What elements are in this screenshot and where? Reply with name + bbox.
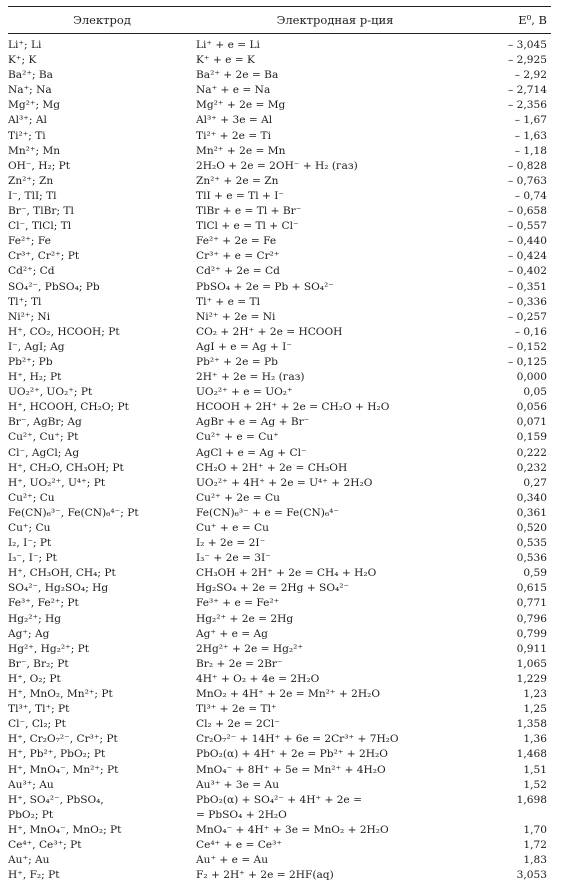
table-row [8, 98, 551, 113]
potential-cell: 0,071 [516, 416, 547, 429]
table-row [8, 838, 551, 853]
electrode-cell: H⁺, MnO₂, Mn²⁺; Pt [8, 688, 113, 701]
potential-cell: – 0,828 [508, 159, 547, 172]
table-row [8, 581, 551, 596]
table-row [8, 204, 551, 219]
potential-cell: – 0,351 [508, 280, 547, 293]
reaction-cell: Zn²⁺ + 2e = Zn [196, 174, 279, 187]
reaction-cell: Tl⁺ + e = Tl [196, 295, 260, 308]
potential-cell: 0,520 [516, 522, 547, 534]
table-row [8, 400, 551, 415]
table-row [8, 687, 551, 702]
potential-cell: – 0,763 [508, 174, 547, 187]
reaction-cell: MnO₄⁻ + 8H⁺ + 5e = Mn²⁺ + 4H₂O [196, 763, 386, 776]
table-row [8, 249, 551, 264]
potential-cell: 1,23 [523, 688, 547, 701]
reaction-cell: UO₂²⁺ + 4H⁺ + 2e = U⁴⁺ + 2H₂O [196, 476, 373, 489]
table-row [8, 476, 551, 491]
table-row [8, 234, 551, 249]
table-row [8, 340, 551, 355]
potential-cell: – 1,18 [514, 144, 547, 157]
electrode-cell: H⁺, SO₄²⁻, PbSO₄, PbO₂; Pt [8, 793, 104, 821]
reaction-cell: Cr³⁺ + e = Cr²⁺ [196, 250, 280, 263]
electrode-cell: Pb²⁺; Pb [8, 355, 53, 368]
reaction-cell: Fe²⁺ + 2e = Fe [196, 235, 277, 248]
electrode-cell: Ni²⁺; Ni [8, 310, 51, 323]
electrode-cell: Zn²⁺; Zn [8, 174, 54, 187]
reaction-cell: PbO₂(α) + 4H⁺ + 2e = Pb²⁺ + 2H₂O [196, 748, 388, 761]
reaction-cell: F₂ + 2H⁺ + 2e = 2HF(aq) [196, 869, 334, 882]
table-row [8, 657, 551, 672]
potential-cell: 0,615 [516, 582, 547, 595]
electrode-cell: H⁺, CO₂, HCOOH; Pt [8, 325, 120, 338]
reaction-cell: I₃⁻ + 2e = 3I⁻ [196, 552, 271, 565]
reaction-cell: UO₂²⁺ + e = UO₂⁺ [196, 386, 293, 399]
reaction-cell: Cu⁺ + e = Cu [196, 522, 269, 534]
potential-cell: 0,05 [523, 386, 547, 399]
potential-cell: – 2,714 [508, 84, 547, 97]
header-reaction: Электродная р-ция [276, 13, 394, 27]
potential-cell: – 1,67 [514, 114, 547, 127]
electrode-cell: Cl⁻, AgCl; Ag [8, 446, 80, 459]
potential-cell: 0,159 [516, 431, 547, 444]
electrode-cell: Ti²⁺; Ti [8, 129, 46, 142]
table-row [8, 189, 551, 204]
reaction-cell: Na⁺ + e = Na [196, 84, 271, 97]
table-row [8, 280, 551, 295]
potential-cell: – 0,658 [508, 205, 547, 218]
potential-cell: – 0,152 [508, 340, 547, 353]
table-row [8, 430, 551, 445]
potential-cell: – 3,045 [508, 39, 547, 51]
electrode-cell: Br⁻, AgBr; Ag [8, 416, 82, 429]
electrode-cell: K⁺; K [8, 54, 37, 67]
reaction-cell: TlBr + e = Tl + Br⁻ [196, 205, 302, 218]
potential-cell: 0,056 [516, 401, 547, 414]
potential-cell: 0,799 [516, 627, 547, 640]
electrode-cell: Fe³⁺, Fe²⁺; Pt [8, 597, 79, 610]
potential-cell: – 0,74 [514, 189, 547, 202]
electrode-cell: Cu⁺; Cu [8, 522, 51, 534]
reaction-cell: Cu²⁺ + e = Cu⁺ [196, 431, 279, 444]
table-row [8, 823, 551, 838]
electrode-cell: I⁻, TlI; Tl [8, 189, 57, 202]
reaction-cell: Ni²⁺ + 2e = Ni [196, 310, 276, 323]
electrode-cell: H⁺, CH₃OH, CH₄; Pt [8, 567, 116, 580]
reaction-cell: 2H⁺ + 2e = H₂ (газ) [196, 371, 305, 384]
table-row [8, 853, 551, 868]
table-row [8, 325, 551, 340]
table-row [8, 264, 551, 279]
table-row [8, 551, 551, 566]
electrode-cell: Cd²⁺; Cd [8, 265, 55, 278]
potential-cell: 1,36 [523, 733, 547, 746]
table-row [8, 506, 551, 521]
reaction-cell: Br₂ + 2e = 2Br⁻ [196, 657, 283, 670]
table-row [8, 763, 551, 778]
reaction-cell: 4H⁺ + O₂ + 4e = 2H₂O [196, 672, 320, 685]
electrode-cell: Al³⁺; Al [8, 114, 47, 127]
potential-cell: – 0,424 [508, 250, 547, 263]
reaction-cell: Cd²⁺ + 2e = Cd [196, 265, 280, 278]
electrode-cell: Br⁻, Br₂; Pt [8, 657, 69, 670]
potential-cell: 1,70 [523, 823, 547, 836]
table-row [8, 566, 551, 581]
table-row [8, 672, 551, 687]
table-row [8, 113, 551, 128]
electrode-cell: H⁺, MnO₄⁻, MnO₂; Pt [8, 823, 122, 836]
reaction-cell: CO₂ + 2H⁺ + 2e = HCOOH [196, 325, 343, 338]
reaction-cell: Fe(CN)₆³⁻ + e = Fe(CN)₆⁴⁻ [196, 506, 340, 519]
electrode-cell: Li⁺; Li [8, 39, 42, 51]
table-row [8, 129, 551, 144]
reaction-cell: PbSO₄ + 2e = Pb + SO₄²⁻ [196, 280, 334, 293]
potential-cell: – 0,257 [508, 310, 547, 323]
potential-cell: 1,698 [516, 793, 547, 806]
potential-cell: 1,52 [523, 778, 547, 791]
potential-cell: – 0,336 [508, 295, 547, 308]
potential-cell: – 2,92 [514, 69, 547, 82]
table-row [8, 219, 551, 234]
potential-cell: – 0,402 [508, 265, 547, 278]
electrode-cell: I₃⁻, I⁻; Pt [8, 552, 57, 565]
table-row [8, 536, 551, 551]
electrode-cell: Cl⁻, TlCl; Tl [8, 220, 72, 233]
electrode-cell: Mn²⁺; Mn [8, 144, 61, 157]
reaction-cell: Ce⁴⁺ + e = Ce³⁺ [196, 838, 282, 851]
table-row [8, 521, 551, 536]
reaction-cell: Tl³⁺ + 2e = Tl⁺ [196, 703, 277, 716]
reaction-cell: TlI + e = Tl + I⁻ [196, 189, 284, 202]
reaction-cell: K⁺ + e = K [196, 54, 255, 67]
electrode-cell: Tl⁺; Tl [8, 295, 42, 308]
table-row [8, 642, 551, 657]
potential-cell: – 2,356 [508, 99, 547, 112]
reaction-cell: AgI + e = Ag + I⁻ [196, 340, 292, 353]
table-row [8, 732, 551, 747]
potential-cell: – 2,925 [508, 54, 547, 67]
potential-cell: 3,053 [516, 869, 547, 882]
header-potential: E⁰, В [518, 13, 547, 27]
table-row [8, 310, 551, 325]
potential-cell: 1,358 [516, 718, 547, 731]
potential-cell: 1,83 [523, 854, 547, 867]
electrode-cell: Cu²⁺, Cu⁺; Pt [8, 431, 79, 444]
electrode-cell: Hg²⁺, Hg₂²⁺; Pt [8, 642, 90, 655]
reaction-cell: Ba²⁺ + 2e = Ba [196, 69, 279, 82]
potential-cell: 0,340 [516, 491, 547, 504]
reaction-cell: MnO₂ + 4H⁺ + 2e = Mn²⁺ + 2H₂O [196, 688, 381, 701]
reaction-cell: Ag⁺ + e = Ag [196, 627, 268, 640]
electrode-cell: Cl⁻, Cl₂; Pt [8, 718, 66, 731]
table-row [8, 370, 551, 385]
table-row [8, 461, 551, 476]
table-row [8, 612, 551, 627]
reaction-cell: Au³⁺ + 3e = Au [196, 778, 280, 791]
table-row [8, 355, 551, 370]
reaction-cell: 2H₂O + 2e = 2OH⁻ + H₂ (газ) [196, 159, 358, 172]
electrode-cell: Ce⁴⁺, Ce³⁺; Pt [8, 838, 82, 851]
table-row [8, 415, 551, 430]
table-row [8, 38, 551, 53]
table-row [8, 159, 551, 174]
potential-cell: 1,468 [516, 748, 547, 761]
electrode-cell: SO₄²⁻, PbSO₄; Pb [8, 280, 100, 293]
reaction-cell: TlCl + e = Tl + Cl⁻ [196, 220, 299, 233]
table-row [8, 446, 551, 461]
table-row [8, 174, 551, 189]
table-row [8, 627, 551, 642]
table-row [8, 747, 551, 762]
reaction-cell: Au⁺ + e = Au [196, 854, 269, 867]
table-row [8, 144, 551, 159]
electrode-cell: Hg₂²⁺; Hg [8, 612, 62, 625]
table-row [8, 778, 551, 793]
potential-cell: 1,065 [516, 657, 547, 670]
electrode-cell: H⁺, Pb²⁺, PbO₂; Pt [8, 748, 106, 761]
potential-cell: – 1,63 [514, 129, 547, 142]
electrode-cell: Au⁺; Au [8, 854, 50, 867]
reaction-cell: CH₃OH + 2H⁺ + 2e = CH₄ + H₂O [196, 567, 377, 580]
reaction-cell: Mg²⁺ + 2e = Mg [196, 99, 286, 112]
potential-cell: 1,25 [523, 703, 547, 716]
electrode-cell: H⁺, UO₂²⁺, U⁴⁺; Pt [8, 476, 106, 489]
electrode-cell: Mg²⁺; Mg [8, 99, 61, 112]
table-row [8, 385, 551, 400]
table-header [8, 7, 551, 33]
electrode-cell: Br⁻, TlBr; Tl [8, 205, 74, 218]
table-row [8, 793, 551, 823]
potential-cell: 0,771 [516, 597, 547, 610]
reaction-cell: Ti²⁺ + 2e = Ti [196, 129, 271, 142]
reaction-cell: Li⁺ + e = Li [196, 39, 260, 51]
electrode-cell: H⁺, F₂; Pt [8, 869, 60, 882]
electrode-cell: Cr³⁺, Cr²⁺; Pt [8, 250, 80, 263]
electrode-cell: Cu²⁺; Cu [8, 491, 55, 504]
potential-cell: 0,535 [516, 537, 547, 550]
electrode-cell: Na⁺; Na [8, 84, 52, 97]
electrode-cell: H⁺, Cr₂O₇²⁻, Cr³⁺; Pt [8, 733, 118, 746]
potential-cell: 0,536 [516, 552, 547, 565]
potential-cell: 0,232 [516, 461, 547, 474]
reaction-cell: Cr₂O₇²⁻ + 14H⁺ + 6e = 2Cr³⁺ + 7H₂O [196, 733, 399, 746]
electrode-cell: H⁺, H₂; Pt [8, 371, 62, 384]
reaction-cell: Al³⁺ + 3e = Al [196, 114, 273, 127]
potential-cell: 0,796 [516, 612, 547, 625]
table-row [8, 717, 551, 732]
reaction-cell: CH₂O + 2H⁺ + 2e = CH₃OH [196, 461, 348, 474]
reaction-cell: AgBr + e = Ag + Br⁻ [196, 416, 310, 429]
reaction-cell: MnO₄⁻ + 4H⁺ + 3e = MnO₂ + 2H₂O [196, 823, 389, 836]
potential-cell: 0,361 [516, 506, 547, 519]
potential-cell: 1,51 [523, 763, 547, 776]
reaction-cell: HCOOH + 2H⁺ + 2e = CH₂O + H₂O [196, 401, 390, 414]
table-row [8, 491, 551, 506]
reaction-cell: PbO₂(α) + SO₄²⁻ + 4H⁺ + 2e = = PbSO₄ + 2H₂O [196, 793, 362, 821]
reaction-cell: Hg₂SO₄ + 2e = 2Hg + SO₄²⁻ [196, 582, 350, 595]
potential-cell: 1,229 [516, 672, 547, 685]
reaction-cell: Mn²⁺ + 2e = Mn [196, 144, 286, 157]
potential-cell: – 0,16 [514, 325, 547, 338]
table-body [8, 38, 551, 883]
table-row [8, 295, 551, 310]
electrode-cell: H⁺, MnO₄⁻, Mn²⁺; Pt [8, 763, 119, 776]
reaction-cell: Hg₂²⁺ + 2e = 2Hg [196, 612, 294, 625]
potential-cell: 0,000 [516, 371, 547, 384]
reaction-cell: AgCl + e = Ag + Cl⁻ [196, 446, 307, 459]
electrode-cell: Fe²⁺; Fe [8, 235, 51, 248]
electrode-cell: H⁺, CH₂O, CH₃OH; Pt [8, 461, 124, 474]
header-bottom-rule [8, 33, 551, 34]
electrode-cell: H⁺, O₂; Pt [8, 672, 61, 685]
reaction-cell: Cl₂ + 2e = 2Cl⁻ [196, 718, 280, 731]
electrode-cell: Ag⁺; Ag [8, 627, 50, 640]
table-row [8, 702, 551, 717]
table-row [8, 596, 551, 611]
electrode-cell: Ba²⁺; Ba [8, 69, 53, 82]
electrode-cell: H⁺, HCOOH, CH₂O; Pt [8, 401, 129, 414]
potential-cell: 1,72 [523, 838, 547, 851]
electrode-cell: Au³⁺; Au [8, 778, 54, 791]
potential-cell: 0,911 [516, 642, 547, 655]
table-row [8, 53, 551, 68]
potential-cell: – 0,125 [508, 355, 547, 368]
potential-cell: – 0,557 [508, 220, 547, 233]
reaction-cell: Cu²⁺ + 2e = Cu [196, 491, 280, 504]
electrode-cell: I₂, I⁻; Pt [8, 537, 52, 550]
electrode-cell: OH⁻, H₂; Pt [8, 159, 71, 172]
reaction-cell: 2Hg²⁺ + 2e = Hg₂²⁺ [196, 642, 303, 655]
table-row [8, 68, 551, 83]
reaction-cell: Pb²⁺ + 2e = Pb [196, 355, 278, 368]
header-electrode: Электрод [73, 13, 131, 27]
electrode-cell: Tl³⁺, Tl⁺; Pt [8, 703, 70, 716]
potential-cell: – 0,440 [508, 235, 547, 248]
electrode-cell: SO₄²⁻, Hg₂SO₄; Hg [8, 582, 109, 595]
reaction-cell: I₂ + 2e = 2I⁻ [196, 537, 266, 550]
reaction-cell: Fe³⁺ + e = Fe²⁺ [196, 597, 280, 610]
potential-cell: 0,27 [523, 476, 547, 489]
potential-cell: 0,222 [516, 446, 547, 459]
electrode-cell: Fe(CN)₆³⁻, Fe(CN)₆⁴⁻; Pt [8, 506, 139, 519]
electrode-cell: UO₂²⁺, UO₂⁺; Pt [8, 386, 93, 399]
table-row [8, 83, 551, 98]
potential-cell: 0,59 [523, 567, 547, 580]
table-row [8, 868, 551, 883]
electrode-cell: I⁻, AgI; Ag [8, 340, 65, 353]
